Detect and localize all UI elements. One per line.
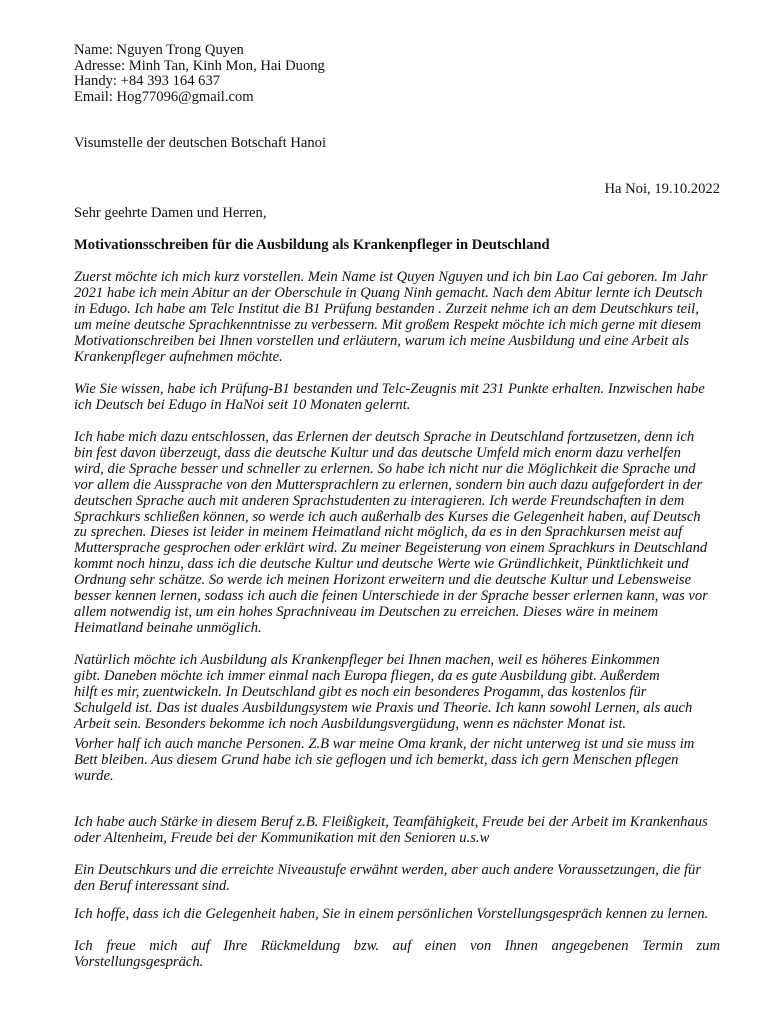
paragraph-line: Ein Deutschkurs und die erreichte Niveaustufe erwähnt werden, aber auch andere Voraussetzungen, die für bbox=[74, 862, 702, 878]
paragraph-line: kommt noch hinzu, dass ich die deutsche Kultur und deutsche Werte wie Gründlichkeit, Pünktlichkeit und bbox=[74, 556, 689, 573]
paragraph-line: Ordnung sehr schätze. So werde ich meinen Horizont erweitern und die deutsche Kultur und Lebensweise bbox=[74, 572, 692, 589]
paragraph-line: Ich habe mich dazu entschlossen, das Erlernen der deutsch Sprache in Deutschland fortzusetzen, denn ich bbox=[74, 429, 695, 445]
body-paragraph bbox=[74, 653, 692, 733]
paragraph-line: Natürlich möchte ich Ausbildung als Krankenpfleger bei Ihnen machen, weil es höheres Einkommen bbox=[74, 652, 660, 668]
paragraph-line: Krankenpfleger aufnehmen möchte. bbox=[74, 348, 283, 365]
paragraph-line: hilft es mir, zuentwickeln. In Deutschland gibt es noch ein besonderes Progamm, das kostenlos für bbox=[74, 683, 647, 700]
sender-address: Adresse: Minh Tan, Kinh Mon, Hai Duong bbox=[74, 57, 325, 74]
paragraph-line: um meine deutsche Sprachkenntnisse zu verbessern. Mit großem Respekt möchte ich mich gerne mit diesem bbox=[74, 316, 702, 333]
paragraph-line: 2021 habe ich mein Abitur an der Oberschule in Quang Ninh gemacht. Nach dem Abitur lernte ich Deutsch bbox=[74, 284, 703, 301]
paragraph-line: ich Deutsch bei Edugo in HaNoi seit 10 Monaten gelernt. bbox=[74, 396, 411, 413]
body-paragraph bbox=[74, 737, 694, 785]
paragraph-line: gibt. Daneben möchte ich immer einmal nach Europa fliegen, da es gute Ausbildung gibt. Außerdem bbox=[74, 667, 660, 684]
paragraph-line: Bett bleiben. Aus diesem Grund habe ich sie geflogen und ich bemerkt, dass ich gern Menschen pflegen bbox=[74, 751, 679, 768]
paragraph-line: bin fest davon überzeugt, dass die deutsche Kultur und das deutsche Umfeld mich enorm dazu verhelfen bbox=[74, 444, 681, 461]
paragraph-line: Schulgeld ist. Das ist duales Ausbildungsystem wie Praxis und Theorie. Ich kann sowohl Lernen, als auch bbox=[74, 699, 693, 716]
sender-email: Email: Hog77096@gmail.com bbox=[74, 88, 254, 105]
salutation: Sehr geehrte Damen und Herren, bbox=[74, 205, 267, 221]
body-paragraph bbox=[74, 382, 705, 414]
body-paragraph bbox=[74, 430, 708, 637]
paragraph-line: oder Altenheim, Freude bei der Kommunikation mit den Senioren u.s.w bbox=[74, 829, 490, 846]
paragraph-line: allem notwendig ist, um ein hohes Sprachniveau im Deutschen zu erreichen. Dieses wäre in meinem bbox=[74, 603, 659, 620]
body-paragraph bbox=[74, 815, 708, 847]
paragraph-line: deutschen Sprache auch mit anderen Sprachstudenten zu interagieren. Ich werde Freundschaften in dem bbox=[74, 492, 685, 509]
paragraph-line: Ich freue mich auf Ihre Rückmeldung bzw. auf einen von Ihnen angegebenen Termin zum bbox=[74, 938, 720, 954]
paragraph-line: zu sprechen. Dieses ist leider in meinem Heimatland nicht möglich, da es in den Sprachkursen meist auf bbox=[74, 524, 683, 541]
paragraph-line: den Beruf interessant sind. bbox=[74, 877, 230, 894]
paragraph-line: Motivationschreiben bei Ihnen vorstellen und erläutern, warum ich meine Ausbildung und eine Arbeit als bbox=[74, 332, 690, 349]
body-paragraph bbox=[74, 907, 708, 923]
paragraph-line: Ich habe auch Stärke in diesem Beruf z.B. Fleißigkeit, Teamfähigkeit, Freude bei der Arbeit im Krankenhaus bbox=[74, 814, 708, 830]
recipient: Visumstelle der deutschen Botschaft Hanoi bbox=[74, 135, 327, 151]
body-paragraph bbox=[74, 863, 701, 895]
paragraph-line: in Edugo. Ich habe am Telc Institut die B1 Prüfung bestanden . Zurzeit nehme ich an dem Deutschkurs teil, bbox=[74, 300, 699, 317]
sender-block bbox=[74, 43, 325, 105]
paragraph-line: Wie Sie wissen, habe ich Prüfung-B1 bestanden und Telc-Zeugnis mit 231 Punkte erhalten. Inzwischen habe bbox=[74, 381, 705, 397]
sender-name: Name: Nguyen Trong Quyen bbox=[74, 42, 244, 58]
paragraph-line: Vorher half ich auch manche Personen. Z.B war meine Oma krank, der nicht unterweg ist und sie muss im bbox=[74, 736, 695, 752]
sender-phone: Handy: +84 393 164 637 bbox=[74, 73, 221, 90]
paragraph-line: wurde. bbox=[74, 767, 114, 784]
subject-line: Motivationsschreiben für die Ausbildung als Krankenpfleger in Deutschland bbox=[74, 237, 550, 253]
paragraph-line: Zuerst möchte ich mich kurz vorstellen. Mein Name ist Quyen Nguyen und ich bin Lao Cai geboren. Im Jahr bbox=[74, 269, 708, 285]
paragraph-line: Muttersprache gesprochen oder erklärt wird. Zu meiner Begeisterung von einem Sprachkurs in Deutschland bbox=[74, 540, 708, 557]
body-paragraph bbox=[74, 939, 720, 971]
paragraph-line: Sprachkurs schließen können, so werde ich auch außerhalb des Kurses die Gelegenheit haben, auf Deutsch bbox=[74, 508, 701, 525]
paragraph-line: Ich hoffe, dass ich die Gelegenheit haben, Sie in einem persönlichen Vorstellungsgespräch kennen zu lernen. bbox=[74, 906, 709, 922]
body-paragraph bbox=[74, 270, 707, 365]
paragraph-line: Arbeit sein. Besonders bekomme ich noch Ausbildungsvergüdung, wenn es nächster Monat ist. bbox=[74, 715, 627, 732]
paragraph-line: Heimatland beinahe unmöglich. bbox=[74, 619, 262, 636]
paragraph-line: Vorstellungsgespräch. bbox=[74, 953, 204, 970]
paragraph-line: wird, die Sprache besser und schneller zu erlernen. So habe ich nicht nur die Möglichkeit die Sprache und bbox=[74, 460, 696, 477]
date: Ha Noi, 19.10.2022 bbox=[604, 181, 720, 197]
paragraph-line: besser kennen lernen, sodass ich auch die feinen Unterschiede in der Sprache besser erlernen kann, was vor bbox=[74, 588, 708, 605]
paragraph-line: vor allem die Aussprache von den Muttersprachlern zu erlernen, sondern bin auch dazu aufgefordert in der bbox=[74, 476, 703, 493]
